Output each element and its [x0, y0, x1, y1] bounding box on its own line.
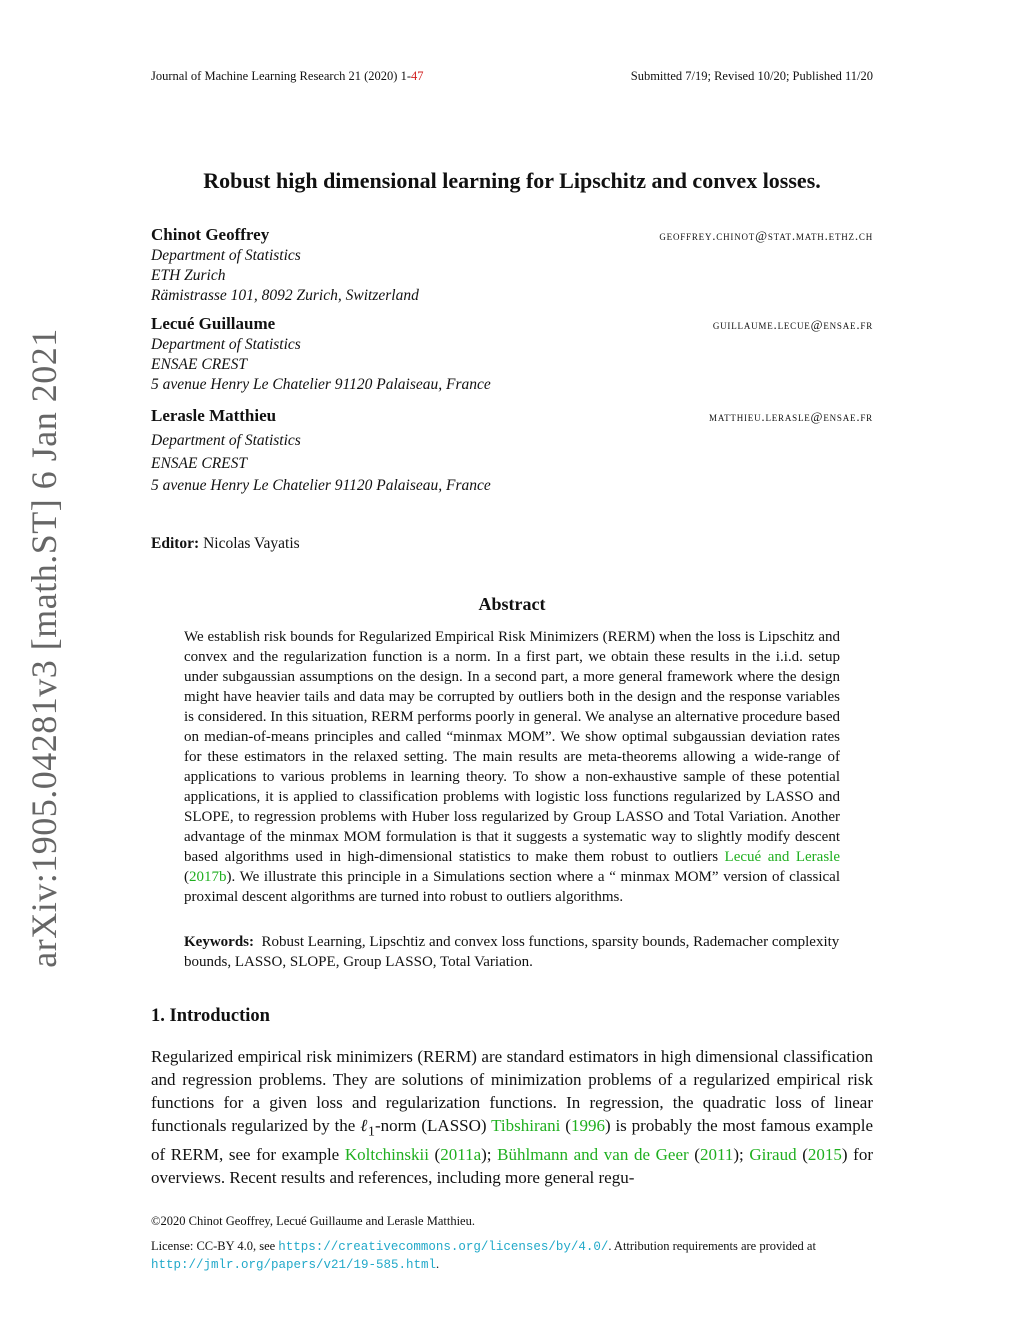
arxiv-stamp-text: arXiv:1905.04281v3 [math.ST] 6 Jan 2021 — [24, 328, 64, 968]
intro-paragraph: Regularized empirical risk minimizers (RERM) are standard estimators in high dimensional classification and regression problems. They are solutions of minimization problems of a regularized empirical risk functions for a given loss and regularization functions. In regression, the quadratic loss of linear functionals regularized by the ℓ$_1$-norm (LASSO) Tibshirani (1996) is probably the most famous example of RERM, see for example Koltchinskii (2011a); Bühlmann and van de Geer (2011); Giraud (2015) for overviews. Recent results and references, including more general regu- — [151, 1047, 873, 1188]
author-affiliation: Department of Statistics ENSAE CREST 5 avenue Henry Le Chatelier 91120 Palaiseau, France — [151, 432, 491, 494]
citation-link[interactable]: Bühlmann and van de Geer — [497, 1145, 689, 1165]
citation-year-link[interactable]: 2011a — [440, 1145, 482, 1165]
citation-year-link[interactable]: 2017b — [189, 869, 227, 885]
keywords: Keywords: Robust Learning, Lipschtiz and convex loss functions, sparsity bounds, Rademacher complexity bounds, LASSO, SLOPE, Group LASSO, Total Variation. — [184, 934, 840, 970]
citation-link[interactable]: Lecué and Lerasle — [724, 849, 840, 865]
citation-link[interactable]: Tibshirani — [491, 1116, 561, 1135]
author-email[interactable]: matthieu.lerasle@ensae.fr — [709, 409, 873, 424]
author-affiliation: Department of Statistics ENSAE CREST 5 avenue Henry Le Chatelier 91120 Palaiseau, France — [151, 336, 491, 393]
citation-year-link[interactable]: 2011 — [699, 1145, 734, 1165]
license-notice: License: CC-BY 4.0, see https://creativecommons.org/licenses/by/4.0/. Attribution requirements are provided at http://jmlr.org/papers/v21/19-585.html. — [151, 1239, 816, 1272]
license-url-link[interactable]: https://creativecommons.org/licenses/by/4.0/ — [278, 1240, 609, 1254]
paper-url-link[interactable]: http://jmlr.org/papers/v21/19-585.html — [151, 1258, 437, 1272]
author-affiliation: Department of Statistics ETH Zurich Rämistrasse 101, 8092 Zurich, Switzerland — [151, 247, 419, 304]
abstract-body: We establish risk bounds for Regularized Empirical Risk Minimizers (RERM) when the loss is Lipschitz and convex and the regularization function is a norm. In a first part, we obtain these results in the i.i.d. setup under subgaussian assumptions on the design. In a second part, a more general framework where the design might have heavier tails and data may be corrupted by outliers both in the design and the response variables is considered. In this situation, RERM performs poorly in general. We analyse an alternative procedure based on median-of-means principles and called “minmax MOM”. We show optimal subgaussian deviation rates for these estimators in the relaxed setting. The main results are meta-theorems allowing a wide-range of applications to various problems in learning theory. To show a non-exhaustive sample of these potential applications, it is applied to classification problems with logistic loss functions regularized by LASSO and SLOPE, to regression problems with Huber loss regularized by Group LASSO and Total Variation. Another advantage of the minmax MOM formulation is that it suggests a systematic way to slightly modify descent based algorithms used in high-dimensional statistics to make them robust to outliers Lecué and Lerasle (2017b). We illustrate this principle in a Simulations section where a “ minmax MOM” version of classical proximal descent algorithms are turned into robust to outliers algorithms. — [184, 629, 840, 905]
author-email[interactable]: geoffrey.chinot@stat.math.ethz.ch — [659, 228, 873, 243]
author-name: Chinot Geoffrey — [151, 225, 270, 244]
author-name: Lecué Guillaume — [151, 314, 276, 333]
section-heading: 1. Introduction — [151, 1006, 270, 1026]
copyright-notice: ©2020 Chinot Geoffrey, Lecué Guillaume and Lerasle Matthieu. — [151, 1214, 475, 1228]
citation-link[interactable]: Koltchinskii — [344, 1145, 429, 1165]
citation-link[interactable]: Giraud — [749, 1145, 797, 1165]
running-header-left: Journal of Machine Learning Research 21 (2020) 1-47 — [151, 69, 424, 83]
editor-line: Editor: Nicolas Vayatis — [151, 535, 300, 552]
author-name: Lerasle Matthieu — [151, 406, 277, 425]
citation-year-link[interactable]: 1996 — [570, 1116, 605, 1135]
running-header-right: Submitted 7/19; Revised 10/20; Published 11/20 — [630, 69, 873, 83]
author-email[interactable]: guillaume.lecue@ensae.fr — [712, 317, 873, 332]
ell-symbol: ℓ — [360, 1116, 368, 1135]
page-range-link[interactable]: 47 — [410, 69, 424, 83]
abstract-heading: Abstract — [478, 594, 546, 614]
paper-title: Robust high dimensional learning for Lipschitz and convex losses. — [203, 168, 821, 193]
citation-year-link[interactable]: 2015 — [807, 1145, 842, 1165]
